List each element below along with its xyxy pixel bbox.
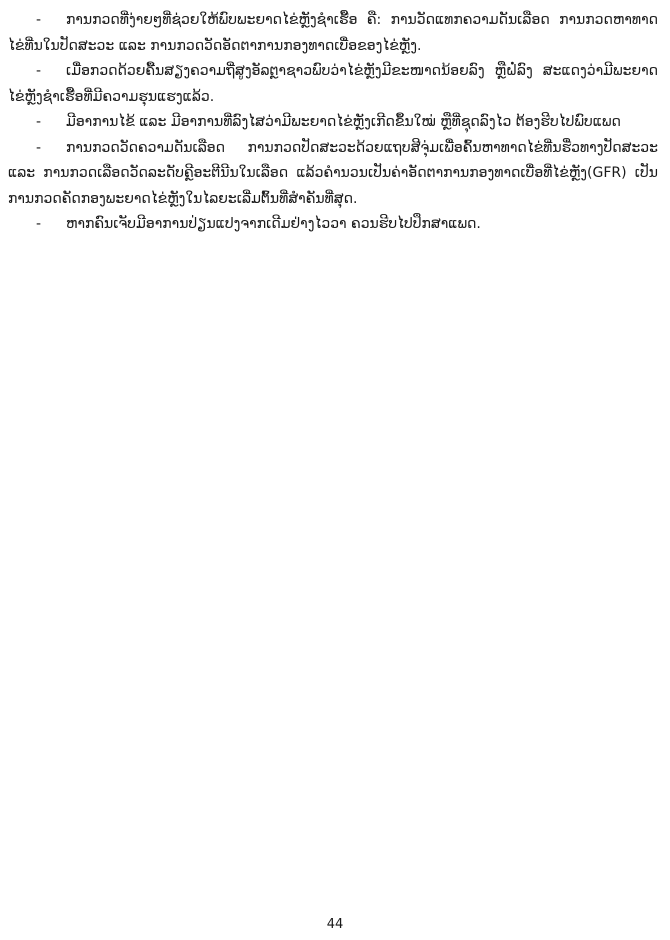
bullet-item [8,59,660,110]
document-body [8,8,660,238]
bullet-dash: - [36,139,42,156]
bullet-dash: - [36,114,42,130]
bullet-dash: - [36,12,42,28]
bullet-item [8,8,660,59]
bullet-text: ການກວດວັດຄວາມດັນເລືອດ ການກວດປັດສະວະດ້ວຍແຖບສີຈຸ່ມເພື່ອຄົ້ນຫາທາດໄຂ່ທີ່ນຮື່ວທາງປັດສະວະ ແລະ ການກວດເລືອດວັດລະດັບຄຼີອະຕີນີນໃນເລືອດ ແລ້ວຄໍານວນເປັນຄ່າອັດຕາການກອງທາດເບື່ອທີ່ໄຂ່ຫຼັງ(GFR) ເປັນການກວດຄັດກອງພະຍາດໄຂ່ຫຼັງໃນໄລຍະເລີ່ມຕົ້ນທີ່ສໍາຄັນທີ່ສຸດ. [8,139,658,207]
bullet-text: ເມື່ອກວດດ້ວຍຄື້ນສຽງຄວາມຖີ່ສູງອັລຕຼາຊາວພົບວ່າໄຂ່ຫຼັງມີຂະໜາດນ້ອຍລົງ ຫຼືຝໍ່ລົງ ສະແດງວ່າມີພະຍາດໄຂ່ຫຼັງຊໍາເຮື້ອທີ່ມີຄວາມຮຸນແຮງແລ້ວ. [8,63,658,105]
bullet-text: ການກວດທີ່ງ່າຍໆທີ່ຊ່ວຍໃຫ້ພົບພະຍາດໄຂ່ຫຼັງຊໍາເຮື້ອ ຄື: ການວັດແທກຄວາມດັນເລືອດ ການກວດຫາທາດໄຂ່ທີ່ນໃນປັດສະວະ ແລະ ການກວດວັດອັດຕາການກອງທາດເບື່ອຂອງໄຂ່ຫຼັງ. [8,12,658,54]
page-number: 44 [326,917,344,932]
bullet-text: ມີອາການໄຂ້ ແລະ ມີອາການທີ່ລົງໄສວ່າມີພະຍາດໄຂ່ຫຼັງເກີດຂຶ້ນໃໝ່ ຫຼືທີ່ຊຸດລົງໄວ ຕ້ອງຮີບໄປພົບແພດ [66,114,621,130]
bullet-text: ຫາກຄົນເຈັບມີອາການປ່ຽນແປງຈາກເດີມຢ່າງໄວວາ ຄວນຮີບໄປປຶກສາແພດ. [66,216,481,232]
bullet-dash: - [36,63,42,79]
bullet-item [8,212,660,238]
bullet-item [8,110,660,136]
bullet-dash: - [36,216,42,232]
bullet-item [8,136,660,213]
